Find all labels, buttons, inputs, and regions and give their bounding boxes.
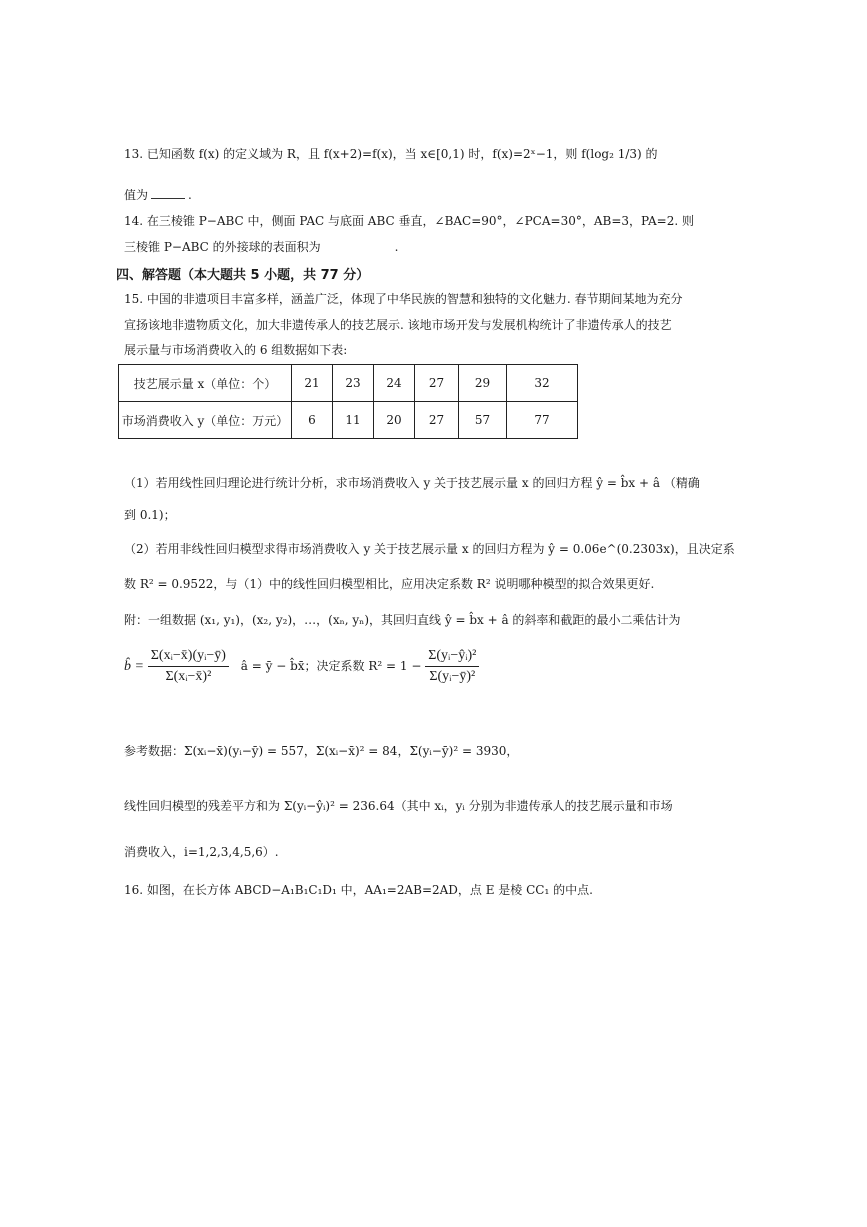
table-cell: 29 xyxy=(459,365,507,402)
q15-appendix-line: 附：一组数据 (x₁, y₁)，(x₂, y₂)，…，(xₙ, yₙ)，其回归直线 ŷ = b̂x + â 的斜率和截距的最小二乘估计为 xyxy=(124,613,681,627)
table-cell: 11 xyxy=(333,402,374,439)
q15-part1-line1: （1）若用线性回归理论进行统计分析，求市场消费收入 y 关于技艺展示量 x 的回归方程 ŷ = b̂x + â （精确 xyxy=(124,476,700,490)
table-cell: 27 xyxy=(415,402,459,439)
table-row-label: 技艺展示量 x（单位：个） xyxy=(119,365,292,402)
a-formula: â = ȳ − b̂x̄；决定系数 R² = 1 − xyxy=(240,659,422,673)
section-heading: 四、解答题（本大题共 5 小题，共 77 分） xyxy=(116,268,370,283)
b-fraction xyxy=(148,648,229,685)
table-cell: 21 xyxy=(292,365,333,402)
q15-residual-line2: 消费收入，i=1,2,3,4,5,6）. xyxy=(124,845,279,859)
table-row-y xyxy=(119,402,578,439)
r-fraction xyxy=(425,648,479,685)
table-cell: 77 xyxy=(507,402,578,439)
q15-intro-line3: 展示量与市场消费收入的 6 组数据如下表: xyxy=(124,343,348,357)
q13-answer-blank xyxy=(151,186,185,199)
q15-residual-line1: 线性回归模型的残差平方和为 Σ(yᵢ−ŷᵢ)² = 236.64（其中 xᵢ，yᵢ 分别为非遗传承人的技艺展示量和市场 xyxy=(124,799,673,813)
q13-answer-suffix: . xyxy=(188,188,192,202)
q15-intro-line1: 15. 中国的非遗项目丰富多样，涵盖广泛，体现了中华民族的智慧和独特的文化魅力. 春节期间某地为充分 xyxy=(124,292,683,306)
q15-part2-line1: （2）若用非线性回归模型求得市场消费收入 y 关于技艺展示量 x 的回归方程为 ŷ = 0.06e^(0.2303x)，且决定系 xyxy=(124,542,735,556)
q15-reference-data: 参考数据：Σ(xᵢ−x̄)(yᵢ−ȳ) = 557，Σ(xᵢ−x̄)² = 84，Σ(yᵢ−ȳ)² = 3930， xyxy=(124,744,519,758)
table-row-label: 市场消费收入 y（单位：万元） xyxy=(119,402,292,439)
q14-line2 xyxy=(124,238,398,256)
q15-intro-line2: 宣扬该地非遗物质文化，加大非遗传承人的技艺展示. 该地市场开发与发展机构统计了非遗传承人的技艺 xyxy=(124,318,672,332)
q15-part2-line2: 数 R² = 0.9522，与（1）中的线性回归模型相比，应用决定系数 R² 说明哪种模型的拟合效果更好. xyxy=(124,577,655,591)
r-denominator: Σ(yᵢ−ȳ)² xyxy=(429,669,476,684)
table-cell: 32 xyxy=(507,365,578,402)
q14-answer-prefix: 三棱锥 P−ABC 的外接球的表面积为 xyxy=(124,240,321,254)
q15-part1-line2: 到 0.1)； xyxy=(124,508,176,522)
q13-line2 xyxy=(124,186,192,204)
b-hat-symbol: b̂ = xyxy=(124,659,144,674)
table-cell: 23 xyxy=(333,365,374,402)
table-cell: 27 xyxy=(415,365,459,402)
formula-block xyxy=(124,648,479,685)
q16-text: 16. 如图，在长方体 ABCD−A₁B₁C₁D₁ 中，AA₁=2AB=2AD，点 E 是棱 CC₁ 的中点. xyxy=(124,883,593,897)
r-numerator: Σ(yᵢ−ŷᵢ)² xyxy=(425,648,479,667)
table-cell: 6 xyxy=(292,402,333,439)
data-table xyxy=(118,364,578,439)
table-cell: 57 xyxy=(459,402,507,439)
table-cell: 24 xyxy=(374,365,415,402)
q14-line1: 14. 在三棱锥 P−ABC 中，侧面 PAC 与底面 ABC 垂直，∠BAC=90°，∠PCA=30°，AB=3，PA=2. 则 xyxy=(124,214,694,228)
b-denominator: Σ(xᵢ−x̄)² xyxy=(165,669,212,684)
q13-line1: 13. 已知函数 f(x) 的定义域为 R，且 f(x+2)=f(x)，当 x∈[0,1) 时，f(x)=2ˣ−1，则 f(log₂ 1/3) 的 xyxy=(124,147,658,161)
table-row-x xyxy=(119,365,578,402)
table-cell: 20 xyxy=(374,402,415,439)
q13-answer-prefix: 值为 xyxy=(124,188,149,202)
q14-answer-suffix: . xyxy=(394,240,399,254)
b-numerator: Σ(xᵢ−x̄)(yᵢ−ȳ) xyxy=(148,648,229,667)
